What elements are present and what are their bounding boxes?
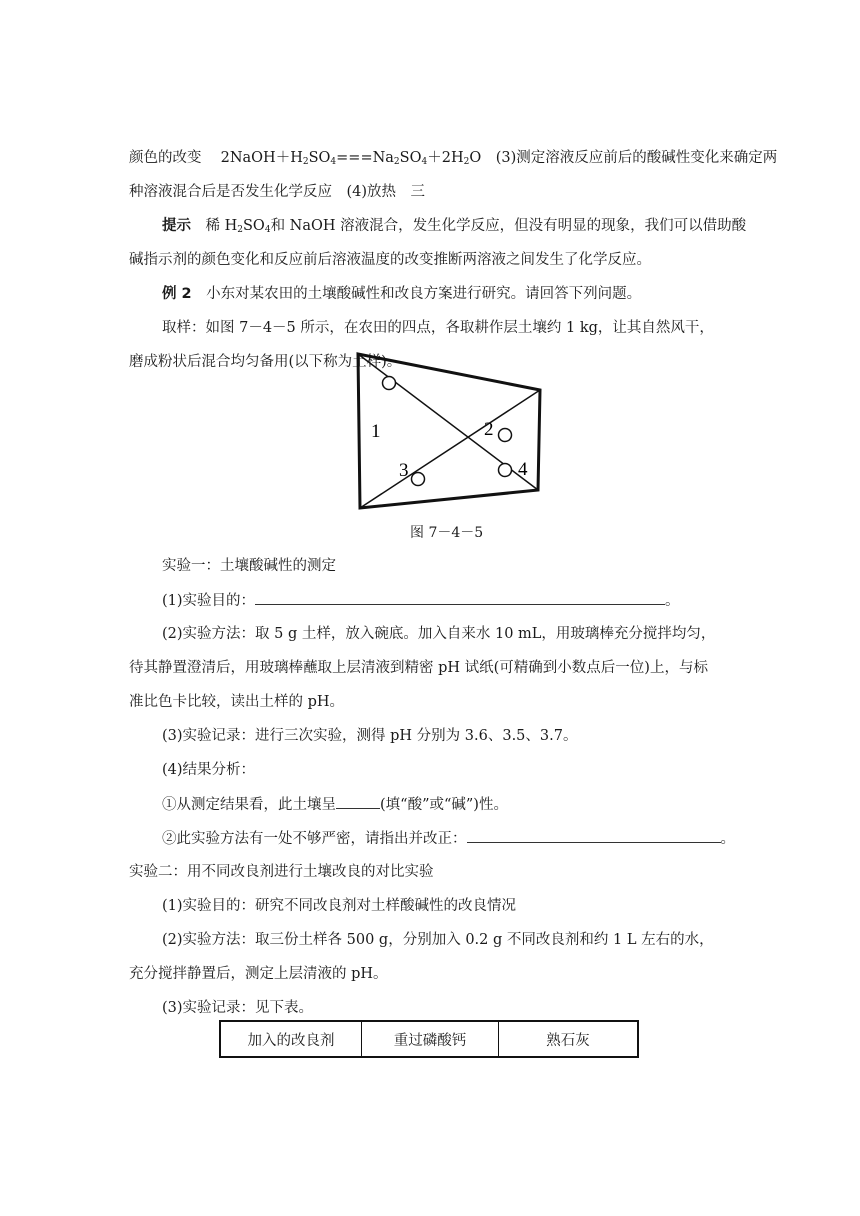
hint-text: 和 NaOH 溶液混合，发生化学反应，但没有明显的现象，我们可以借助酸	[270, 218, 747, 234]
question-text: (1)实验目的：	[162, 593, 256, 609]
improver-table	[219, 1020, 639, 1058]
example-label: 例 2	[162, 286, 192, 302]
hint-text: SO	[243, 218, 265, 234]
question-text: ②此实验方法有一处不够严密，请指出并改正：	[162, 831, 467, 847]
table-header-cell: 重过磷酸钙	[361, 1021, 498, 1057]
exp2-q1: (1)实验目的：研究不同改良剂对土样酸碱性的改良情况	[162, 898, 517, 914]
question-text: (填“酸”或“碱”)性。	[380, 797, 508, 813]
answer-line-1	[129, 148, 777, 172]
sampling-line-2: 磨成粉状后混合均匀备用(以下称为土样)。	[129, 354, 402, 370]
hint-line-2: 碱指示剂的颜色变化和反应前后溶液温度的改变推断两溶液之间发生了化学反应。	[129, 252, 651, 268]
exp2-q2-line-2: 充分搅拌静置后，测定上层清液的 pH。	[129, 966, 388, 982]
exp1-q2-line-1: (2)实验方法：取 5 g 土样，放入碗底。加入自来水 10 mL，用玻璃棒充分搅拌均匀，	[162, 626, 716, 642]
experiment-2-title: 实验二：用不同改良剂进行土壤改良的对比实验	[129, 864, 434, 880]
exp1-q2-line-2: 待其静置澄清后，用玻璃棒蘸取上层清液到精密 pH 试纸(可精确到小数点后一位)上，与标	[129, 660, 708, 676]
diagonal-line	[360, 390, 540, 508]
field-sampling-figure	[352, 352, 542, 512]
subscript: 4	[421, 157, 428, 167]
subscript: 2	[463, 157, 470, 167]
sample-point-3	[412, 473, 425, 486]
answer-text: SO	[308, 150, 331, 166]
subscript: 2	[302, 157, 309, 167]
point-label-3: 3	[399, 460, 409, 481]
exp1-q4a	[162, 794, 508, 815]
point-label-4: 4	[518, 459, 528, 480]
answer-text: O (3)测定溶液反应前后的酸碱性变化来确定两	[469, 150, 778, 166]
sampling-line-1: 取样：如图 7－4－5 所示，在农田的四点，各取耕作层土壤约 1 kg，让其自然风干，	[162, 320, 714, 336]
answer-blank[interactable]	[255, 590, 665, 605]
point-label-2: 2	[484, 419, 494, 440]
hint-line	[162, 216, 746, 240]
exp1-q4: (4)结果分析：	[162, 762, 256, 778]
table-header-cell: 熟石灰	[498, 1021, 638, 1057]
example-text: 小东对某农田的土壤酸碱性和改良方案进行研究。请回答下列问题。	[191, 286, 642, 302]
point-label-1: 1	[371, 421, 381, 442]
experiment-1-title: 实验一：土壤酸碱性的测定	[162, 558, 336, 574]
answer-text: 颜色的改变 2NaOH＋H	[129, 150, 303, 166]
subscript: 4	[264, 225, 271, 235]
answer-text: SO	[399, 150, 422, 166]
subscript: 2	[393, 157, 400, 167]
sample-point-1	[383, 377, 396, 390]
answer-blank[interactable]	[336, 794, 380, 809]
exp1-q1	[162, 590, 680, 611]
exp2-q2-line-1: (2)实验方法：取三份土样各 500 g，分别加入 0.2 g 不同改良剂和约 1 L 左右的水，	[162, 932, 714, 948]
answer-text: ===Na	[336, 150, 394, 166]
exp1-q4b	[162, 828, 735, 849]
punctuation: 。	[720, 831, 735, 847]
figure-caption: 图 7－4－5	[410, 525, 484, 541]
question-text: ①从测定结果看，此土壤呈	[162, 797, 336, 813]
sample-point-2	[499, 429, 512, 442]
exp1-q3: (3)实验记录：进行三次实验，测得 pH 分别为 3.6、3.5、3.7。	[162, 728, 578, 744]
answer-text: ＋2H	[427, 150, 464, 166]
answer-line-2: 种溶液混合后是否发生化学反应 (4)放热 三	[129, 184, 426, 200]
sample-point-4	[499, 464, 512, 477]
exp1-q2-line-3: 准比色卡比较，读出土样的 pH。	[129, 694, 345, 710]
table-header-cell: 加入的改良剂	[220, 1021, 361, 1057]
hint-label: 提示	[162, 218, 191, 234]
exp2-q3: (3)实验记录：见下表。	[162, 1000, 314, 1016]
answer-blank[interactable]	[467, 828, 721, 843]
hint-text: 稀 H	[191, 218, 238, 234]
example-heading	[162, 284, 641, 304]
subscript: 2	[237, 225, 243, 235]
subscript: 4	[330, 157, 337, 167]
punctuation: 。	[665, 593, 680, 609]
table-row	[220, 1021, 638, 1057]
